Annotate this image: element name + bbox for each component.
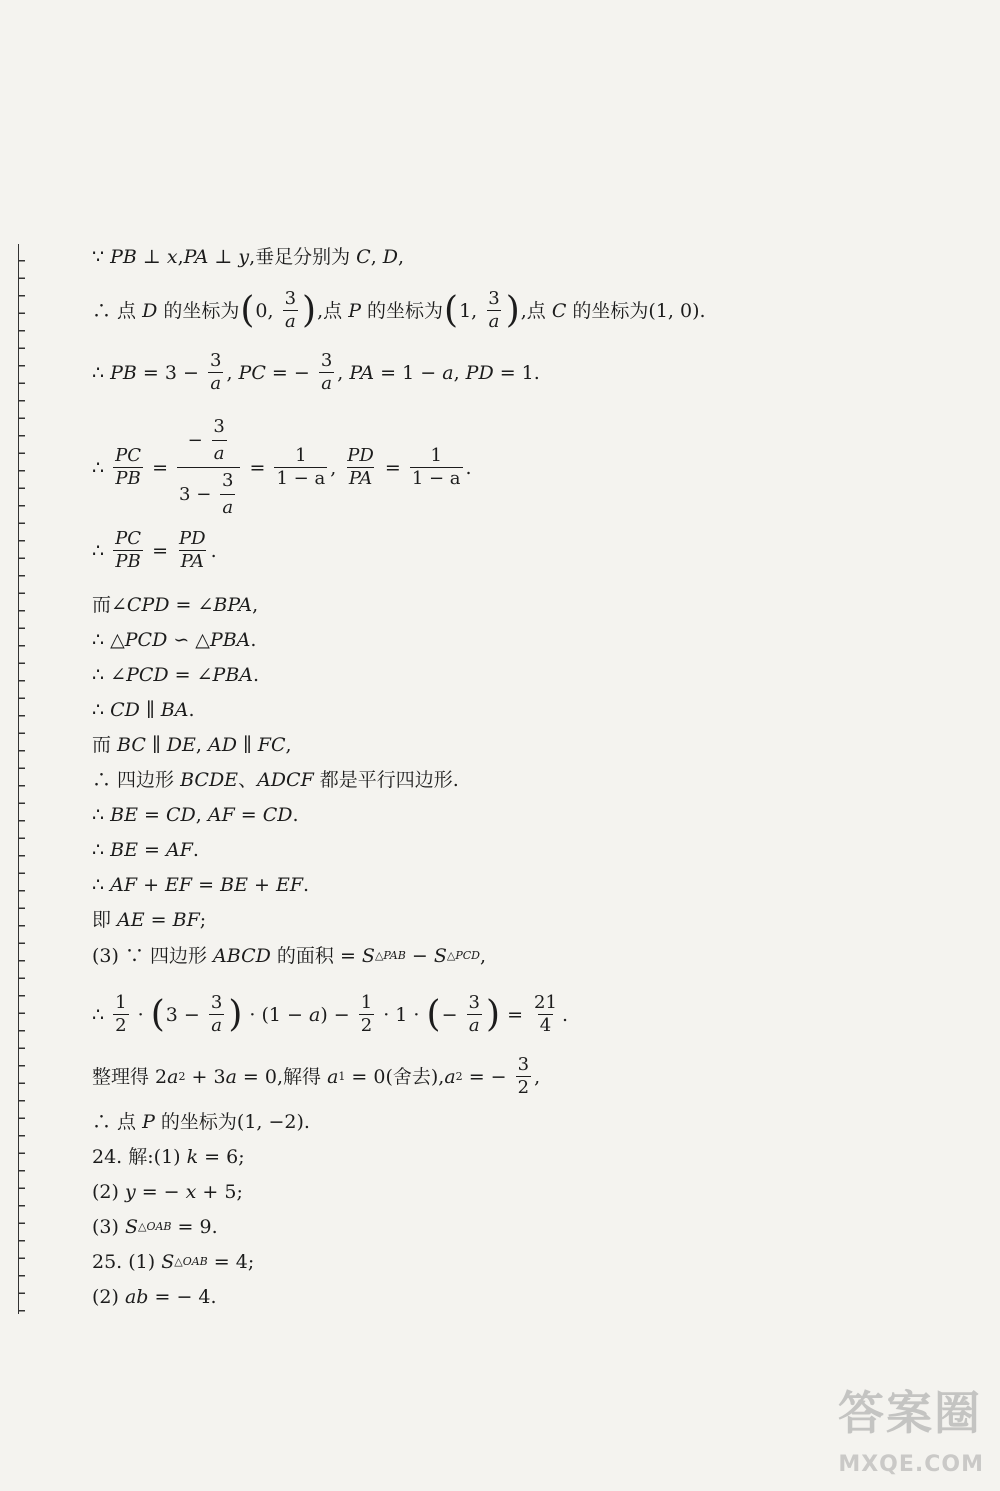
line-22 <box>92 1214 218 1240</box>
text: , <box>370 246 383 268</box>
paren: ) <box>505 289 520 331</box>
text: EF <box>275 874 304 896</box>
line-18 <box>92 1054 540 1099</box>
text: = <box>234 804 263 826</box>
text: BF <box>172 909 200 931</box>
line-24 <box>92 1284 217 1310</box>
text: x <box>166 246 178 268</box>
line-7 <box>92 627 256 653</box>
numerator: 3 <box>213 416 225 437</box>
text: y <box>238 246 250 268</box>
paren: ( <box>426 993 441 1035</box>
numerator: 3 <box>320 350 333 371</box>
text: a <box>444 1065 456 1088</box>
text: = 0,解得 <box>236 1065 328 1088</box>
text: . <box>192 839 199 861</box>
text: = − <box>265 361 316 384</box>
text: = <box>146 456 175 479</box>
text: ABCD <box>213 945 271 967</box>
text: 整理得 2 <box>92 1065 168 1088</box>
text: = − 4. <box>148 1286 217 1308</box>
text: CD <box>165 804 196 826</box>
text: · (1 − <box>243 1003 309 1026</box>
paren: ) <box>228 993 243 1035</box>
text: PB <box>110 361 137 384</box>
text: = <box>501 1003 530 1026</box>
text: 1, <box>459 299 484 322</box>
text: BE <box>110 804 138 826</box>
denominator: a <box>488 311 500 332</box>
text: PD <box>465 361 494 384</box>
text: a <box>442 361 454 384</box>
text: . <box>188 699 195 721</box>
numerator: 3 <box>284 288 297 309</box>
denominator: PA <box>348 468 373 489</box>
text: C <box>356 246 371 268</box>
text: ∥ <box>139 699 161 721</box>
text: = ∠ <box>169 594 214 616</box>
numerator: PD <box>179 528 206 549</box>
text: PBA <box>209 629 251 651</box>
text: ∴ 四边形 <box>92 769 181 791</box>
numerator: 3 <box>488 288 500 309</box>
text: + 5; <box>196 1181 243 1203</box>
nested-fraction <box>177 414 240 521</box>
text: PA <box>349 361 375 384</box>
fraction <box>486 288 501 333</box>
text: P <box>348 299 361 322</box>
fraction <box>467 992 482 1037</box>
text: = <box>243 456 272 479</box>
numerator: 1 <box>430 445 442 466</box>
text: PB <box>110 246 137 268</box>
text: ∴ 点 <box>92 299 143 322</box>
subscript: △PAB <box>374 949 406 962</box>
text: − <box>405 945 434 967</box>
text: D <box>382 246 399 268</box>
numerator: 3 <box>517 1054 530 1075</box>
text: , <box>337 361 350 384</box>
line-15 <box>92 907 206 933</box>
denominator: a <box>211 1015 222 1036</box>
denominator: a <box>284 311 296 332</box>
denominator: 2 <box>115 1015 127 1036</box>
text: BE <box>110 839 138 861</box>
watermark-logo-text: 答案圈 <box>838 1386 982 1440</box>
text: P <box>142 1111 155 1133</box>
text: a <box>327 1065 339 1088</box>
text: ∴ <box>92 539 111 562</box>
numerator: PC <box>115 445 142 466</box>
numerator: 1 <box>360 992 373 1013</box>
text: PC <box>238 361 266 384</box>
numerator: 3 <box>210 992 223 1013</box>
text: ∵ <box>92 246 111 268</box>
text: + 3 <box>185 1065 226 1088</box>
text: = 3 − <box>136 361 205 384</box>
text: BE <box>220 874 248 896</box>
text: x <box>185 1181 197 1203</box>
numerator: 1 <box>115 992 127 1013</box>
paren: ) <box>302 289 317 331</box>
line-17 <box>92 992 568 1037</box>
text: · <box>131 1003 150 1026</box>
text: S <box>161 1251 175 1273</box>
paren: ) <box>485 993 501 1035</box>
text: 都是平行四边形. <box>313 769 459 791</box>
numerator: 1 <box>295 445 307 466</box>
text: BA <box>160 699 189 721</box>
denominator: 1 − a <box>276 468 326 489</box>
fraction <box>410 445 463 490</box>
text: (3) <box>92 1216 125 1238</box>
text: ∴ <box>92 456 111 479</box>
line-16 <box>92 943 486 969</box>
text: ∴ ∠ <box>92 664 127 686</box>
text: (2) <box>92 1286 125 1308</box>
text: CPD <box>126 594 170 616</box>
text: = 4; <box>207 1251 255 1273</box>
fraction <box>345 445 376 490</box>
text: ∴ <box>92 361 111 384</box>
text: ∴ <box>92 804 111 826</box>
text: = − <box>462 1065 513 1088</box>
line-14 <box>92 872 309 898</box>
text: ) − <box>320 1003 356 1026</box>
text: = ∠ <box>168 664 213 686</box>
text: a <box>167 1065 179 1088</box>
text: 25. (1) <box>92 1251 162 1273</box>
text: . <box>292 804 299 826</box>
binding-margin <box>18 244 31 1314</box>
denominator: a <box>321 373 332 394</box>
text: AE <box>117 909 145 931</box>
text: (3) ∵ 四边形 <box>92 945 214 967</box>
numerator: 3 <box>468 992 480 1013</box>
numerator: 21 <box>534 992 557 1013</box>
fraction <box>113 445 143 490</box>
text: , <box>195 734 208 756</box>
text: ∴ <box>92 699 111 721</box>
fraction <box>319 350 334 395</box>
text: ∽ △ <box>167 629 210 651</box>
denominator: 4 <box>539 1015 552 1036</box>
text: AF <box>165 839 193 861</box>
text: AF <box>207 804 235 826</box>
line-9 <box>92 697 195 723</box>
text: − <box>441 1003 464 1026</box>
text: = 9. <box>171 1216 218 1238</box>
text: , <box>252 594 259 616</box>
text: = 0(舍去), <box>345 1065 445 1088</box>
text: = 1. <box>493 361 540 384</box>
text: ∴ <box>92 839 111 861</box>
fraction <box>208 350 223 395</box>
text: 24. 解:(1) <box>92 1146 187 1168</box>
text: 的坐标为 <box>360 299 444 322</box>
fraction <box>113 528 143 573</box>
fraction <box>177 528 208 573</box>
text: BC <box>117 734 146 756</box>
text: CD <box>262 804 293 826</box>
line-20 <box>92 1144 245 1170</box>
line-11 <box>92 767 459 793</box>
text: ∴ <box>92 1003 111 1026</box>
text: ⊥ <box>208 246 239 268</box>
text: a <box>308 1003 321 1026</box>
text: DE <box>166 734 196 756</box>
text: ⊥ <box>136 246 167 268</box>
text: a <box>225 1065 237 1088</box>
fraction <box>359 992 374 1037</box>
text: . <box>253 664 260 686</box>
text: , <box>330 456 343 479</box>
paren: ( <box>240 289 255 331</box>
text: . <box>250 629 257 651</box>
line-6 <box>92 592 258 618</box>
denominator: 1 − a <box>411 468 461 489</box>
text: . <box>210 539 217 562</box>
denominator <box>177 467 240 521</box>
text: = 6; <box>198 1146 245 1168</box>
text: 0, <box>255 299 280 322</box>
text: FC <box>257 734 286 756</box>
superscript: 2 <box>178 1069 186 1083</box>
text: , <box>534 1065 541 1088</box>
line-1 <box>92 244 404 270</box>
denominator: 2 <box>517 1077 530 1098</box>
text: − <box>187 429 209 451</box>
text: = <box>192 874 221 896</box>
text: PBA <box>212 664 254 686</box>
line-13 <box>92 837 199 863</box>
line-2 <box>92 288 706 333</box>
paren: ( <box>150 993 165 1035</box>
fraction <box>209 992 224 1037</box>
line-5 <box>92 528 217 573</box>
text: ,点 <box>317 299 349 322</box>
text: AF <box>110 874 138 896</box>
subscript: △PCD <box>446 949 480 962</box>
numerator: 3 <box>222 470 234 491</box>
fraction <box>283 288 298 333</box>
text: 即 <box>92 909 118 931</box>
text: = 1 − <box>374 361 443 384</box>
fraction <box>532 992 559 1037</box>
text: = <box>137 839 166 861</box>
watermark <box>782 1377 992 1477</box>
denominator: PA <box>180 551 205 572</box>
text: ∴ <box>92 874 111 896</box>
text: BCDE <box>180 769 239 791</box>
text: , <box>398 246 405 268</box>
text: , <box>285 734 292 756</box>
text: 的坐标为 <box>157 299 240 322</box>
text: , <box>479 945 487 967</box>
paren: ( <box>444 289 459 331</box>
text: 而 <box>92 734 118 756</box>
denominator: 2 <box>360 1015 373 1036</box>
line-12 <box>92 802 299 828</box>
text: ∴ △ <box>92 629 125 651</box>
fraction <box>274 445 327 490</box>
text: AD <box>207 734 237 756</box>
numerator <box>186 414 232 467</box>
text: ,点 <box>520 299 552 322</box>
text: , <box>226 361 239 384</box>
text: = − <box>135 1181 186 1203</box>
watermark-url: MXQE.COM <box>838 1452 984 1477</box>
line-19 <box>92 1109 310 1135</box>
text: ∥ <box>145 734 167 756</box>
text: . <box>303 874 310 896</box>
subscript: 2 <box>455 1069 463 1083</box>
line-8 <box>92 662 259 688</box>
line-23 <box>92 1249 254 1275</box>
text: ab <box>124 1286 149 1308</box>
fraction <box>516 1054 531 1099</box>
text: PCD <box>126 664 169 686</box>
text: , <box>453 361 466 384</box>
numerator: PC <box>115 528 142 549</box>
subscript: 1 <box>338 1069 346 1083</box>
text: C <box>551 299 567 322</box>
denominator: a <box>212 440 227 467</box>
line-4 <box>92 414 472 521</box>
line-21 <box>92 1179 243 1205</box>
numerator: 3 <box>209 350 222 371</box>
text: CD <box>110 699 140 721</box>
text: S <box>433 945 447 967</box>
text: S <box>361 945 375 967</box>
fraction <box>220 468 235 521</box>
denominator: a <box>210 373 222 394</box>
text: BPA <box>213 594 253 616</box>
text: . <box>561 1003 568 1026</box>
denominator: a <box>220 494 235 521</box>
text: ADCF <box>257 769 314 791</box>
text: S <box>124 1216 138 1238</box>
fraction <box>113 992 128 1037</box>
denominator: PB <box>115 468 141 489</box>
text: 而∠ <box>92 594 127 616</box>
text: 的面积 = <box>270 945 362 967</box>
line-10 <box>92 732 292 758</box>
text: . <box>465 456 472 479</box>
text: ,垂足分别为 <box>249 246 357 268</box>
subscript: △OAB <box>137 1220 172 1233</box>
text: k <box>186 1146 199 1168</box>
text: , <box>177 246 184 268</box>
text: 3 − <box>179 483 218 505</box>
text: ∥ <box>236 734 258 756</box>
text: (2) <box>92 1181 125 1203</box>
text: y <box>124 1181 136 1203</box>
text: , <box>195 804 208 826</box>
numerator: PD <box>347 445 374 466</box>
line-3 <box>92 350 540 395</box>
text: + <box>247 874 276 896</box>
text: = <box>144 909 173 931</box>
text: PA <box>183 246 209 268</box>
text: ∴ 点 <box>92 1111 143 1133</box>
text: = <box>378 456 407 479</box>
text: EF <box>165 874 193 896</box>
text: · 1 · <box>377 1003 426 1026</box>
subscript: △OAB <box>174 1255 208 1268</box>
text: = <box>137 804 166 826</box>
text: PCD <box>124 629 168 651</box>
denominator: PB <box>115 551 141 572</box>
text: 、 <box>238 769 258 791</box>
fraction <box>211 414 226 467</box>
text: 3 − <box>165 1003 206 1026</box>
text: 的坐标为(1, 0). <box>566 299 706 322</box>
text: 的坐标为(1, −2). <box>154 1111 310 1133</box>
text: + <box>137 874 166 896</box>
text: D <box>142 299 158 322</box>
text: = <box>146 539 175 562</box>
text: ; <box>199 909 207 931</box>
denominator: a <box>468 1015 480 1036</box>
